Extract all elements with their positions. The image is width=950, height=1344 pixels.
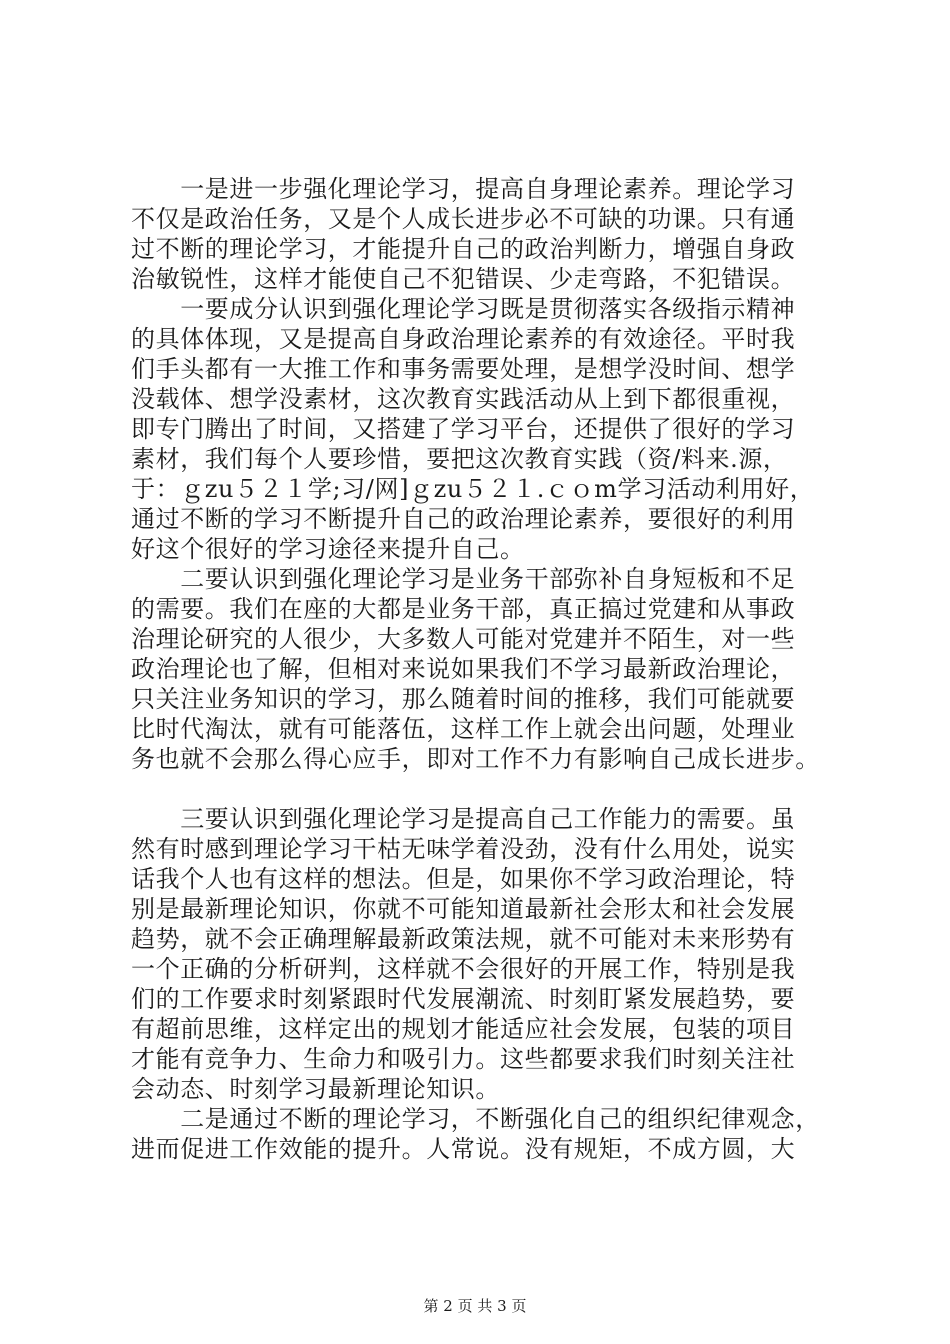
text-line: 于：ｇzu５２１学;习/网]ｇzu５２１.ｃｏm学习活动利用好， xyxy=(131,475,815,503)
text-line: 治理论研究的人很少，大多数人可能对党建并不陌生，对一些 xyxy=(131,625,796,653)
text-line: 们手头都有一大推工作和事务需要处理，是想学没时间、想学 xyxy=(131,355,796,383)
text-line: 别是最新理论知识，你就不可能知道最新社会形太和社会发展 xyxy=(131,895,796,923)
blank-line xyxy=(131,774,831,804)
page-number-footer: 第 2 页 共 3 页 xyxy=(423,1297,527,1315)
text-line: 才能有竞争力、生命力和吸引力。这些都要求我们时刻关注社 xyxy=(131,1045,796,1073)
text-line: 只关注业务知识的学习，那么随着时间的推移，我们可能就要 xyxy=(131,685,796,713)
text-line: 没载体、想学没素材，这次教育实践活动从上到下都很重视， xyxy=(131,385,796,413)
text-line: 不仅是政治任务，又是个人成长进步必不可缺的功课。只有通 xyxy=(131,205,796,233)
text-line: 比时代淘汰，就有可能落伍，这样工作上就会出问题，处理业 xyxy=(131,715,796,743)
text-line: 过不断的理论学习，才能提升自己的政治判断力，增强自身政 xyxy=(131,235,796,263)
text-line: 政治理论也了解，但相对来说如果我们不学习最新政治理论， xyxy=(131,655,796,683)
text-line: 的需要。我们在座的大都是业务干部，真正搞过党建和从事政 xyxy=(131,595,796,623)
text-line: 三要认识到强化理论学习是提高自己工作能力的需要。虽 xyxy=(131,805,796,833)
text-line: 趋势，就不会正确理解最新政策法规，就不可能对未来形势有 xyxy=(131,925,796,953)
text-line: 即专门腾出了时间，又搭建了学习平台，还提供了很好的学习 xyxy=(131,415,796,443)
text-line: 一个正确的分析研判，这样就不会很好的开展工作，特别是我 xyxy=(131,955,796,983)
text-line: 治敏锐性，这样才能使自己不犯错误、少走弯路，不犯错误。 xyxy=(131,265,796,293)
text-line: 进而促进工作效能的提升。人常说。没有规矩，不成方圆，大 xyxy=(131,1135,796,1163)
text-line: 的具体体现，又是提高自身政治理论素养的有效途径。平时我 xyxy=(131,325,796,353)
text-line: 务也就不会那么得心应手，即对工作不力有影响自己成长进步。 xyxy=(131,745,820,773)
document-body xyxy=(131,174,831,1164)
text-line: 通过不断的学习不断提升自己的政治理论素养，要很好的利用 xyxy=(131,505,796,533)
text-line: 然有时感到理论学习干枯无味学着没劲，没有什么用处，说实 xyxy=(131,835,796,863)
text-line: 话我个人也有这样的想法。但是，如果你不学习政治理论，特 xyxy=(131,865,796,893)
text-line: 有超前思维，这样定出的规划才能适应社会发展，包装的项目 xyxy=(131,1015,796,1043)
text-line: 会动态、时刻学习最新理论知识。 xyxy=(131,1075,500,1103)
text-line: 二要认识到强化理论学习是业务干部弥补自身短板和不足 xyxy=(131,565,796,593)
text-line: 一要成分认识到强化理论学习既是贯彻落实各级指示精神 xyxy=(131,295,796,323)
text-line: 们的工作要求时刻紧跟时代发展潮流、时刻盯紧发展趋势，要 xyxy=(131,985,796,1013)
text-line: 二是通过不断的理论学习，不断强化自己的组织纪律观念， xyxy=(131,1105,820,1133)
text-line: 一是进一步强化理论学习，提高自身理论素养。理论学习 xyxy=(131,175,796,203)
text-line: 好这个很好的学习途径来提升自己。 xyxy=(131,535,525,563)
text-line: 素材，我们每个人要珍惜，要把这次教育实践（资/料来.源， xyxy=(131,445,788,473)
